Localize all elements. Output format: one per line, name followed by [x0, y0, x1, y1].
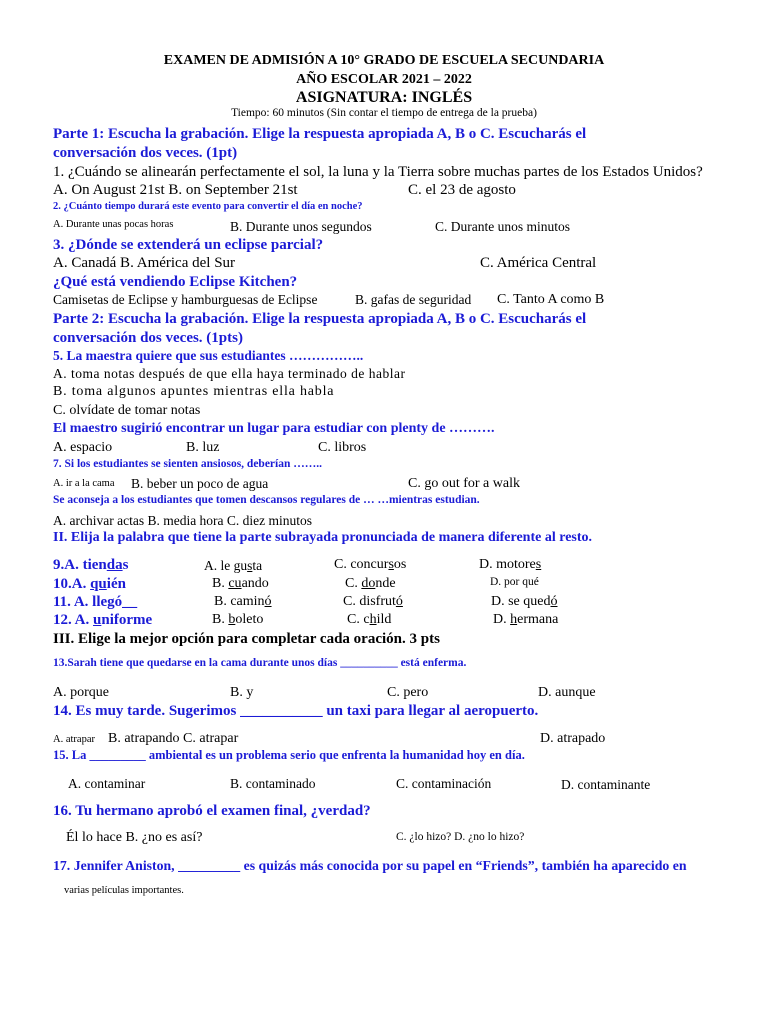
question-14: 14. Es muy tarde. Sugerimos ___________ un taxi para llegar al aeropuerto.: [53, 703, 539, 719]
question-7: 7. Si los estudiantes se sienten ansiosos, deberían ……..: [53, 458, 323, 470]
question-4-option-c: C. Tanto A como B: [497, 292, 605, 307]
question-4-option-b: B. gafas de seguridad: [355, 292, 472, 307]
question-10-option-c: C. donde: [345, 576, 396, 591]
question-9-option-c: C. concursos: [334, 557, 407, 572]
question-14-option-d: D. atrapado: [540, 731, 606, 746]
school-year: AÑO ESCOLAR 2021 – 2022: [296, 72, 472, 87]
question-2-option-c: C. Durante unos minutos: [435, 219, 570, 234]
question-6-option-a: A. espacio: [53, 440, 113, 455]
part1-title: Parte 1: Escucha la grabación. Elige la respuesta apropiada A, B o C. Escucharás el: [53, 126, 587, 142]
question-11: 11. A. llegó__: [53, 594, 138, 610]
question-9: 9.A. tiendas: [53, 557, 129, 573]
part1-title-cont: conversación dos veces. (1pt): [53, 145, 238, 161]
question-3-option-c: C. América Central: [480, 255, 597, 271]
question-6-option-b: B. luz: [186, 440, 220, 455]
question-15-option-c: C. contaminación: [396, 776, 492, 791]
question-5: 5. La maestra quiere que sus estudiantes ……………..: [53, 348, 364, 363]
question-12: 12. A. uniforme: [53, 612, 153, 628]
question-14-option-a: A. atrapar: [53, 734, 95, 745]
question-5-option-c: C. olvídate de tomar notas: [53, 403, 201, 418]
question-7-option-a: A. ir a la cama: [53, 478, 115, 489]
subject-title: ASIGNATURA: INGLÉS: [295, 89, 473, 106]
question-12-option-b: B. boleto: [212, 612, 264, 627]
question-15-option-b: B. contaminado: [230, 776, 316, 791]
question-7-option-c: C. go out for a walk: [408, 476, 520, 491]
question-13: 13.Sarah tiene que quedarse en la cama durante unos días __________ está enferma.: [53, 657, 467, 669]
question-5-option-b: B. toma algunos apuntes mientras ella habla: [53, 384, 335, 399]
question-9-option-a: A. le gusta: [204, 558, 263, 573]
question-9-option-d: D. motores: [479, 557, 542, 572]
question-1-options-ab: A. On August 21st B. on September 21st: [53, 182, 298, 198]
question-17-continuation: varias películas importantes.: [64, 885, 184, 896]
question-13-option-d: D. aunque: [538, 685, 596, 700]
question-11-option-c: C. disfrutó: [343, 594, 403, 609]
section3-title: III. Elige la mejor opción para completar cada oración. 3 pts: [53, 631, 440, 647]
question-2-option-b: B. Durante unos segundos: [230, 219, 372, 234]
question-13-option-b: B. y: [230, 685, 254, 700]
question-10: 10.A. quién: [53, 576, 126, 592]
question-10-option-b: B. cuando: [212, 576, 269, 591]
question-1-option-c: C. el 23 de agosto: [408, 182, 516, 198]
question-8-options: A. archivar actas B. media hora C. diez minutos: [53, 513, 313, 528]
question-11-option-b: B. caminó: [214, 594, 272, 609]
part2-title-cont: conversación dos veces. (1pts): [53, 330, 243, 346]
question-4-option-a: Camisetas de Eclipse y hamburguesas de Eclipse: [53, 292, 318, 307]
question-16-options-ab: Él lo hace B. ¿no es así?: [66, 830, 203, 845]
exam-title: EXAMEN DE ADMISIÓN A 10° GRADO DE ESCUELA SECUNDARIA: [163, 53, 605, 68]
part2-title: Parte 2: Escucha la grabación. Elige la respuesta apropiada A, B o C. Escucharás el: [53, 311, 587, 327]
question-7-option-b: B. beber un poco de agua: [131, 476, 269, 491]
question-15-option-a: A. contaminar: [68, 776, 146, 791]
question-15: 15. La _________ ambiental es un problema serio que enfrenta la humanidad hoy en día.: [53, 748, 525, 762]
question-14-options-bc: B. atrapando C. atrapar: [108, 731, 239, 746]
question-13-option-a: A. porque: [53, 685, 109, 700]
question-12-option-c: C. child: [347, 612, 392, 627]
question-10-option-d: D. por qué: [490, 576, 539, 588]
time-note: Tiempo: 60 minutos (Sin contar el tiempo de entrega de la prueba): [231, 107, 537, 119]
question-3: 3. ¿Dónde se extenderá un eclipse parcial?: [53, 237, 324, 253]
question-11-option-d: D. se quedó: [491, 594, 558, 609]
question-6: El maestro sugirió encontrar un lugar para estudiar con plenty de ……….: [53, 421, 495, 436]
question-5-option-a: A. toma notas después de que ella haya terminado de hablar: [53, 366, 406, 381]
question-6-option-c: C. libros: [318, 440, 367, 455]
question-12-option-d: D. hermana: [493, 612, 559, 627]
question-8: Se aconseja a los estudiantes que tomen descansos regulares de … …mientras estudian.: [53, 494, 480, 506]
question-15-option-d: D. contaminante: [561, 777, 651, 792]
question-2: 2. ¿Cuánto tiempo durará este evento para convertir el día en noche?: [53, 201, 363, 212]
question-2-option-a: A. Durante unas pocas horas: [53, 219, 174, 230]
question-16-options-cd: C. ¿lo hizo? D. ¿no lo hizo?: [396, 831, 525, 843]
question-13-option-c: C. pero: [387, 685, 429, 700]
question-4: ¿Qué está vendiendo Eclipse Kitchen?: [53, 274, 298, 290]
question-1: 1. ¿Cuándo se alinearán perfectamente el sol, la luna y la Tierra sobre muchas partes de los Estados Unidos?: [53, 164, 703, 180]
question-17: 17. Jennifer Aniston, _________ es quizás más conocida por su papel en “Friends”, también ha aparecido en: [53, 858, 687, 873]
section2-title: II. Elija la palabra que tiene la parte subrayada pronunciada de manera diferente al resto.: [53, 530, 593, 545]
question-16: 16. Tu hermano aprobó el examen final, ¿verdad?: [53, 803, 371, 819]
question-3-options-ab: A. Canadá B. América del Sur: [53, 255, 236, 271]
